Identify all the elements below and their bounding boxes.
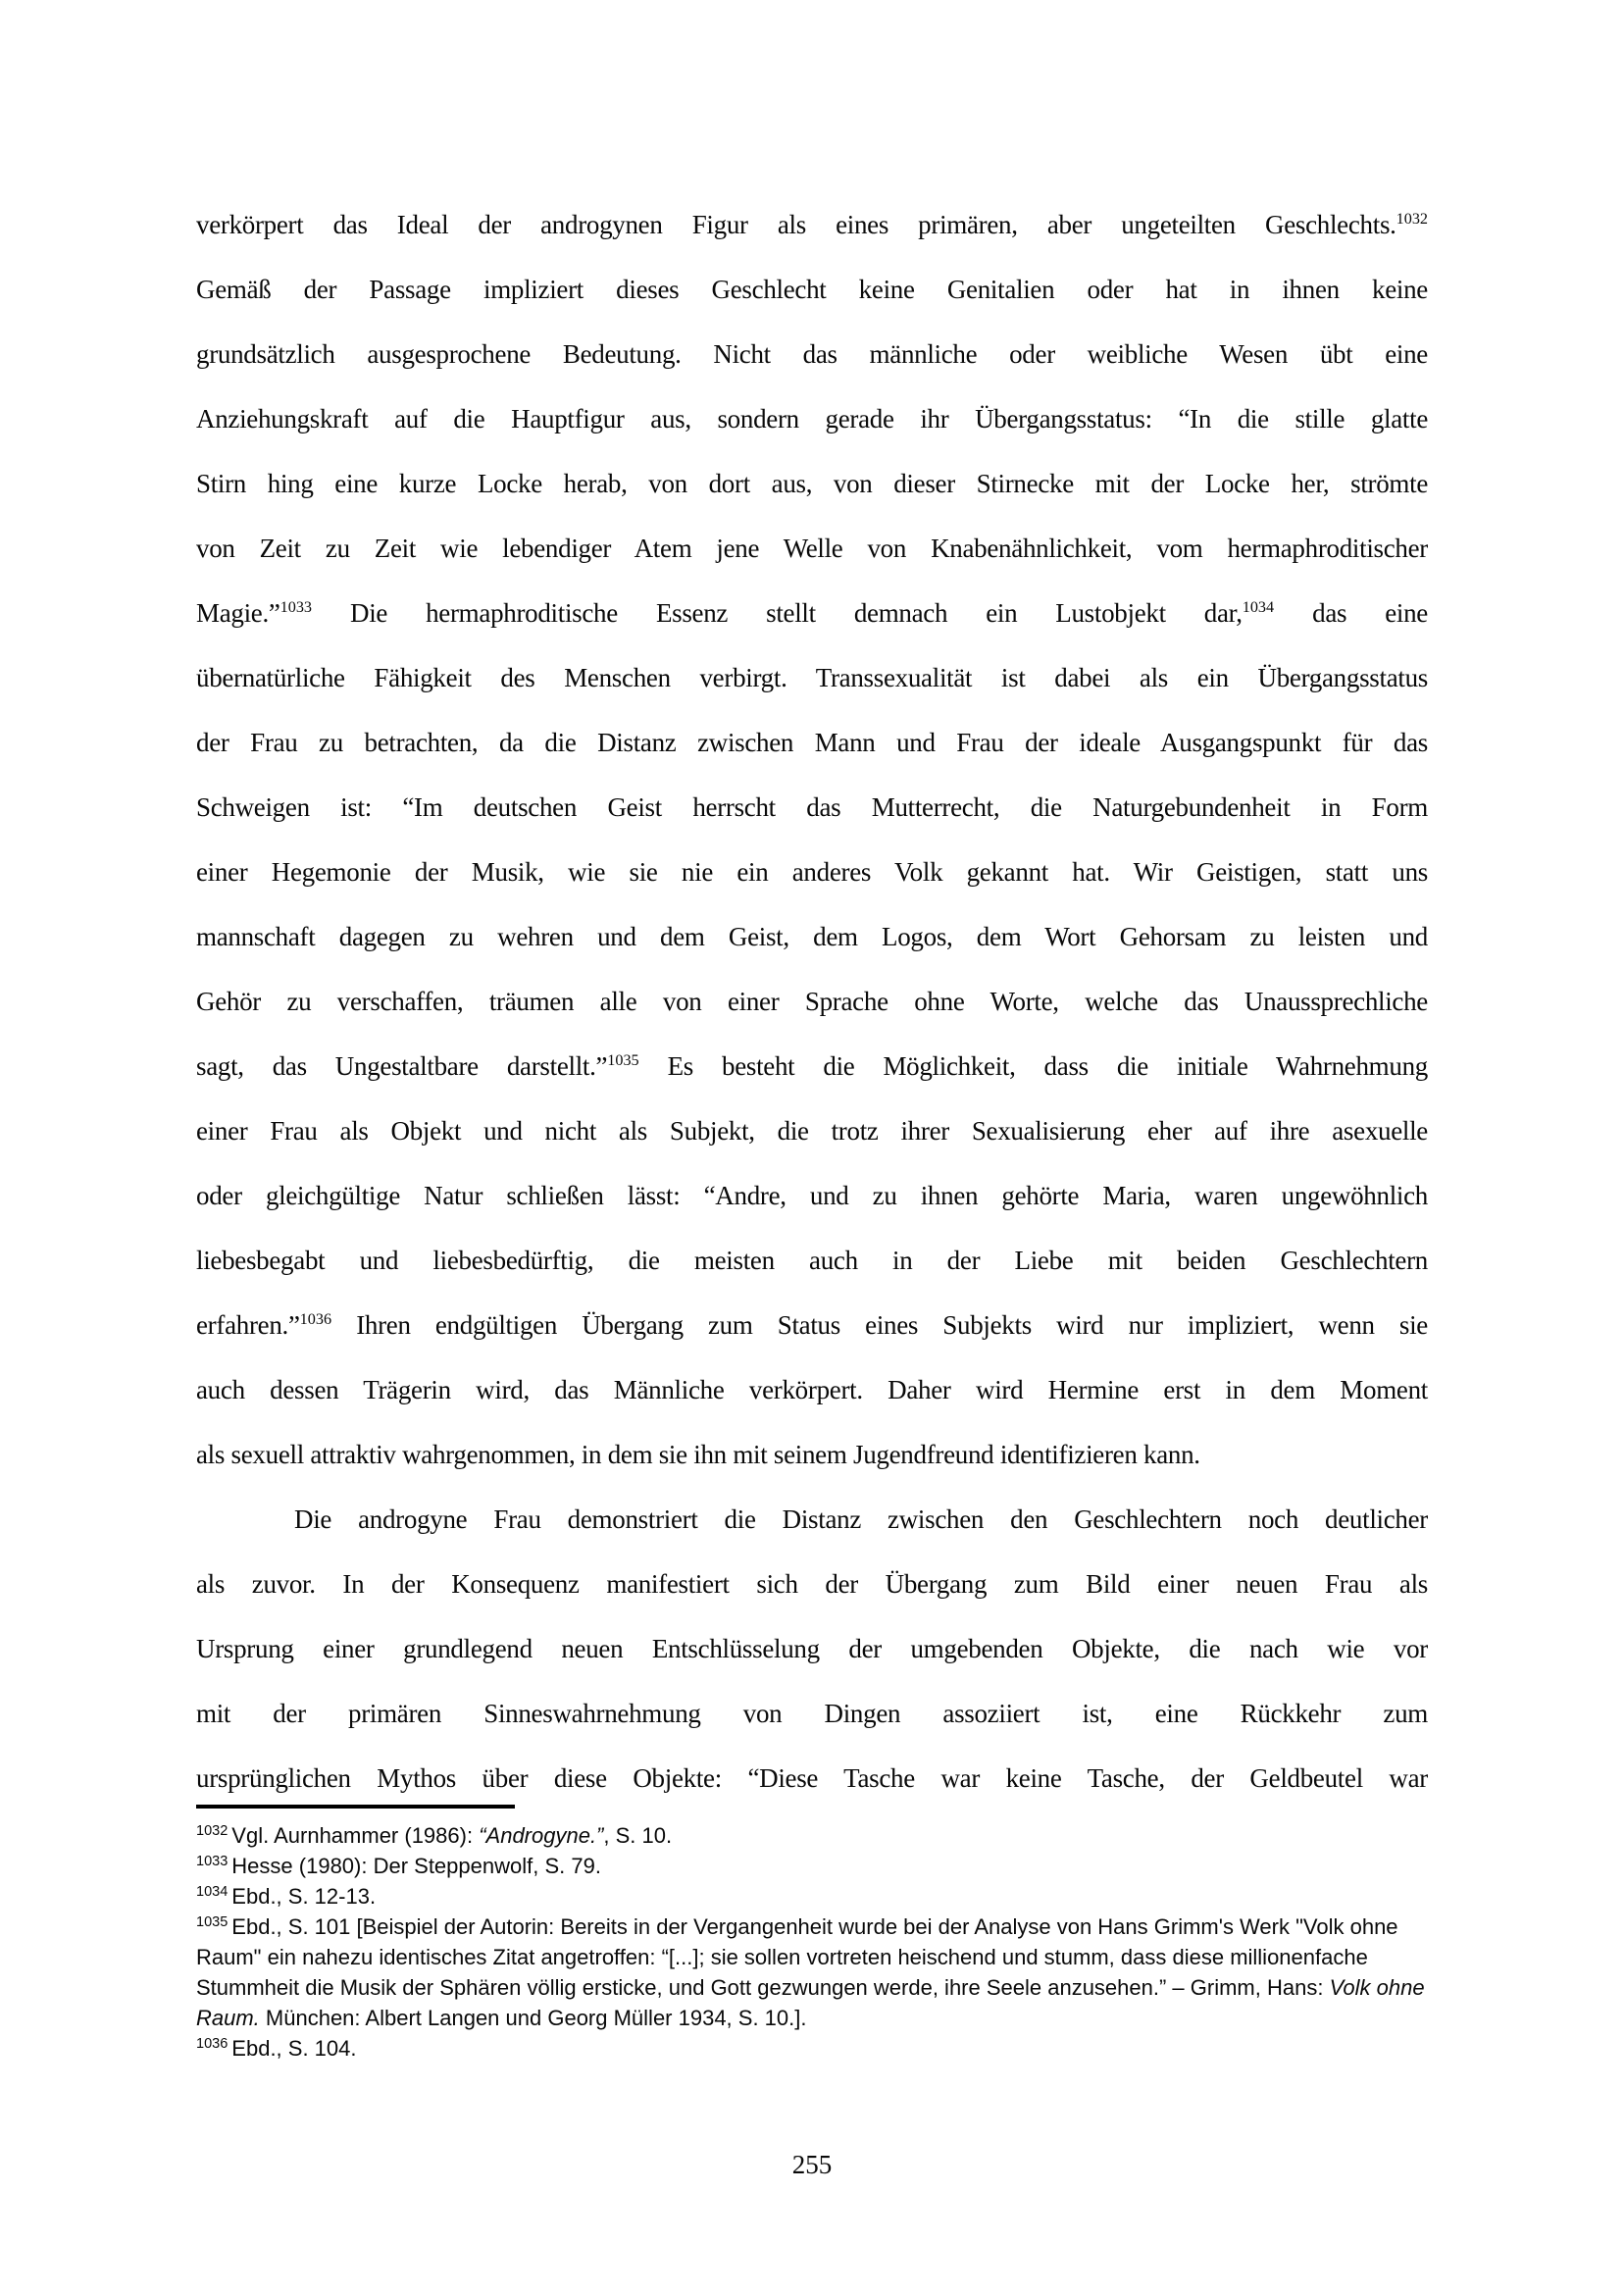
page-number: 255 (791, 2150, 833, 2179)
body-line (196, 451, 1428, 516)
footnotes (196, 1820, 1430, 2064)
text-segment: der Frau zu betrachten, da die Distanz zwischen Mann und Frau der ideale Ausgangspunkt für das (196, 728, 1428, 757)
text-segment: mit der primären Sinneswahrnehmung von Dingen assoziiert ist, eine Rückkehr zum (196, 1699, 1428, 1728)
body-line (196, 1098, 1428, 1163)
footnote (196, 1820, 1430, 1851)
footnote-number: 1034 (196, 1883, 228, 1900)
body-line (196, 1163, 1428, 1228)
body-line (196, 710, 1428, 775)
text-segment: Es besteht die Möglichkeit, dass die initiale Wahrnehmung (638, 1051, 1428, 1081)
footnote-ref: 1036 (299, 1310, 332, 1328)
text-segment: Ursprung einer grundlegend neuen Entschlüsselung der umgebenden Objekte, die nach wie vor (196, 1634, 1428, 1663)
footnote-ref: 1034 (1242, 598, 1275, 616)
text-segment: Die androgyne Frau demonstriert die Distanz zwischen den Geschlechtern noch deutlicher (294, 1504, 1428, 1534)
text-segment: Gemäß der Passage impliziert dieses Geschlecht keine Genitalien oder hat in ihnen keine (196, 275, 1428, 304)
footnote-text-segment: Ebd., S. 12-13. (231, 1884, 377, 1909)
text-segment: grundsätzlich ausgesprochene Bedeutung. Nicht das männliche oder weibliche Wesen übt eine (196, 339, 1428, 369)
footnote-number: 1032 (196, 1822, 228, 1839)
footnote-number: 1035 (196, 1913, 228, 1930)
paragraph (196, 192, 1428, 1487)
body-line (196, 1487, 1428, 1552)
footnote-text-segment: München: Albert Langen und Georg Müller 1934, S. 10.]. (259, 2006, 807, 2030)
body-line (196, 969, 1428, 1034)
body-line (196, 386, 1428, 451)
text-segment: Die hermaphroditische Essenz stellt demnach ein Lustobjekt dar, (312, 598, 1243, 628)
body-line (196, 1034, 1428, 1098)
text-segment: ursprünglichen Mythos über diese Objekte: “Diese Tasche war keine Tasche, der Geldbeutel war (196, 1763, 1428, 1793)
text-segment: Magie.” (196, 598, 280, 628)
text-segment: von Zeit zu Zeit wie lebendiger Atem jene Welle von Knabenähnlichkeit, vom hermaphroditischer (196, 534, 1428, 563)
body-line (196, 1746, 1428, 1810)
body-line (196, 1422, 1428, 1487)
footnote (196, 1851, 1430, 1881)
text-segment: Gehör zu verschaffen, träumen alle von einer Sprache ohne Worte, welche das Unaussprechliche (196, 987, 1428, 1016)
body-text (196, 192, 1428, 1810)
body-line (196, 840, 1428, 904)
text-segment: verkörpert das Ideal der androgynen Figur als eines primären, aber ungeteilten Geschlechts. (196, 210, 1396, 239)
body-line (196, 1293, 1428, 1357)
text-segment: erfahren.” (196, 1310, 300, 1340)
footnote-text-segment: Hesse (1980): Der Steppenwolf, S. 79. (231, 1854, 601, 1878)
text-segment: Schweigen ist: “Im deutschen Geist herrscht das Mutterrecht, die Naturgebundenheit in Form (196, 792, 1428, 822)
footnote (196, 1912, 1430, 2033)
text-segment: das eine (1274, 598, 1428, 628)
body-line (196, 581, 1428, 645)
text-segment: liebesbegabt und liebesbedürftig, die meisten auch in der Liebe mit beiden Geschlechtern (196, 1246, 1428, 1275)
text-segment: einer Hegemonie der Musik, wie sie nie ein anderes Volk gekannt hat. Wir Geistigen, statt uns (196, 857, 1428, 887)
text-segment: einer Frau als Objekt und nicht als Subjekt, die trotz ihrer Sexualisierung eher auf ihre asexuelle (196, 1116, 1428, 1146)
footnote-ref: 1032 (1396, 210, 1428, 228)
body-line (196, 1616, 1428, 1681)
footnote-ref: 1035 (607, 1051, 639, 1069)
body-line (196, 322, 1428, 386)
text-segment: Stirn hing eine kurze Locke herab, von dort aus, von dieser Stirnecke mit der Locke her, strömte (196, 469, 1428, 498)
body-line (196, 516, 1428, 581)
text-segment: mannschaft dagegen zu wehren und dem Geist, dem Logos, dem Wort Gehorsam zu leisten und (196, 922, 1428, 951)
footnote-text-segment: “Androgyne.” (479, 1823, 604, 1848)
footnote-text-segment: Ebd., S. 101 [Beispiel der Autorin: Bereits in der Vergangenheit wurde bei der Analyse von Hans Grimm's Werk "Volk ohne Raum" ein nahezu identisches Zitat angetroffen: “[...]; sie sollen vortreten heischend und stumm, dass diese millionenfache Stummheit die Musik der Sphären völlig ersticke, und Gott gezwungen werde, ihre Seele anzusehen.” – Grimm, Hans: (196, 1914, 1398, 2000)
body-line (196, 775, 1428, 840)
text-segment: auch dessen Trägerin wird, das Männliche verkörpert. Daher wird Hermine erst in dem Moment (196, 1375, 1428, 1404)
body-line (196, 1681, 1428, 1746)
footnote-number: 1036 (196, 2035, 228, 2052)
body-line (196, 1357, 1428, 1422)
body-line (196, 1552, 1428, 1616)
body-line (196, 645, 1428, 710)
text-segment: sagt, das Ungestaltbare darstellt.” (196, 1051, 608, 1081)
body-line (196, 192, 1428, 257)
footnote (196, 2033, 1430, 2064)
text-segment: als sexuell attraktiv wahrgenommen, in dem sie ihn mit seinem Jugendfreund identifizieren kann. (196, 1440, 1200, 1469)
text-segment: oder gleichgültige Natur schließen lässt: “Andre, und zu ihnen gehörte Maria, waren ungewöhnlich (196, 1181, 1428, 1210)
text-segment: übernatürliche Fähigkeit des Menschen verbirgt. Transsexualität ist dabei als ein Übergangsstatus (196, 663, 1428, 692)
footnote-text-segment: Ebd., S. 104. (231, 2036, 357, 2061)
footnote-number: 1033 (196, 1853, 228, 1869)
footnote-separator (196, 1805, 515, 1809)
body-line (196, 257, 1428, 322)
body-line (196, 1228, 1428, 1293)
text-segment: Anziehungskraft auf die Hauptfigur aus, sondern gerade ihr Übergangsstatus: “In die stille glatte (196, 404, 1428, 433)
footnote-text-segment: , S. 10. (603, 1823, 673, 1848)
footnote-ref: 1033 (279, 598, 312, 616)
footnote (196, 1881, 1430, 1912)
text-segment: Ihren endgültigen Übergang zum Status eines Subjekts wird nur impliziert, wenn sie (331, 1310, 1428, 1340)
text-segment: als zuvor. In der Konsequenz manifestiert sich der Übergang zum Bild einer neuen Frau als (196, 1569, 1428, 1599)
footnote-text-segment: Volk ohne Raum. (196, 1975, 1425, 2030)
body-line (196, 904, 1428, 969)
footnote-text-segment: Vgl. Aurnhammer (1986): (231, 1823, 480, 1848)
paragraph (196, 1487, 1428, 1810)
